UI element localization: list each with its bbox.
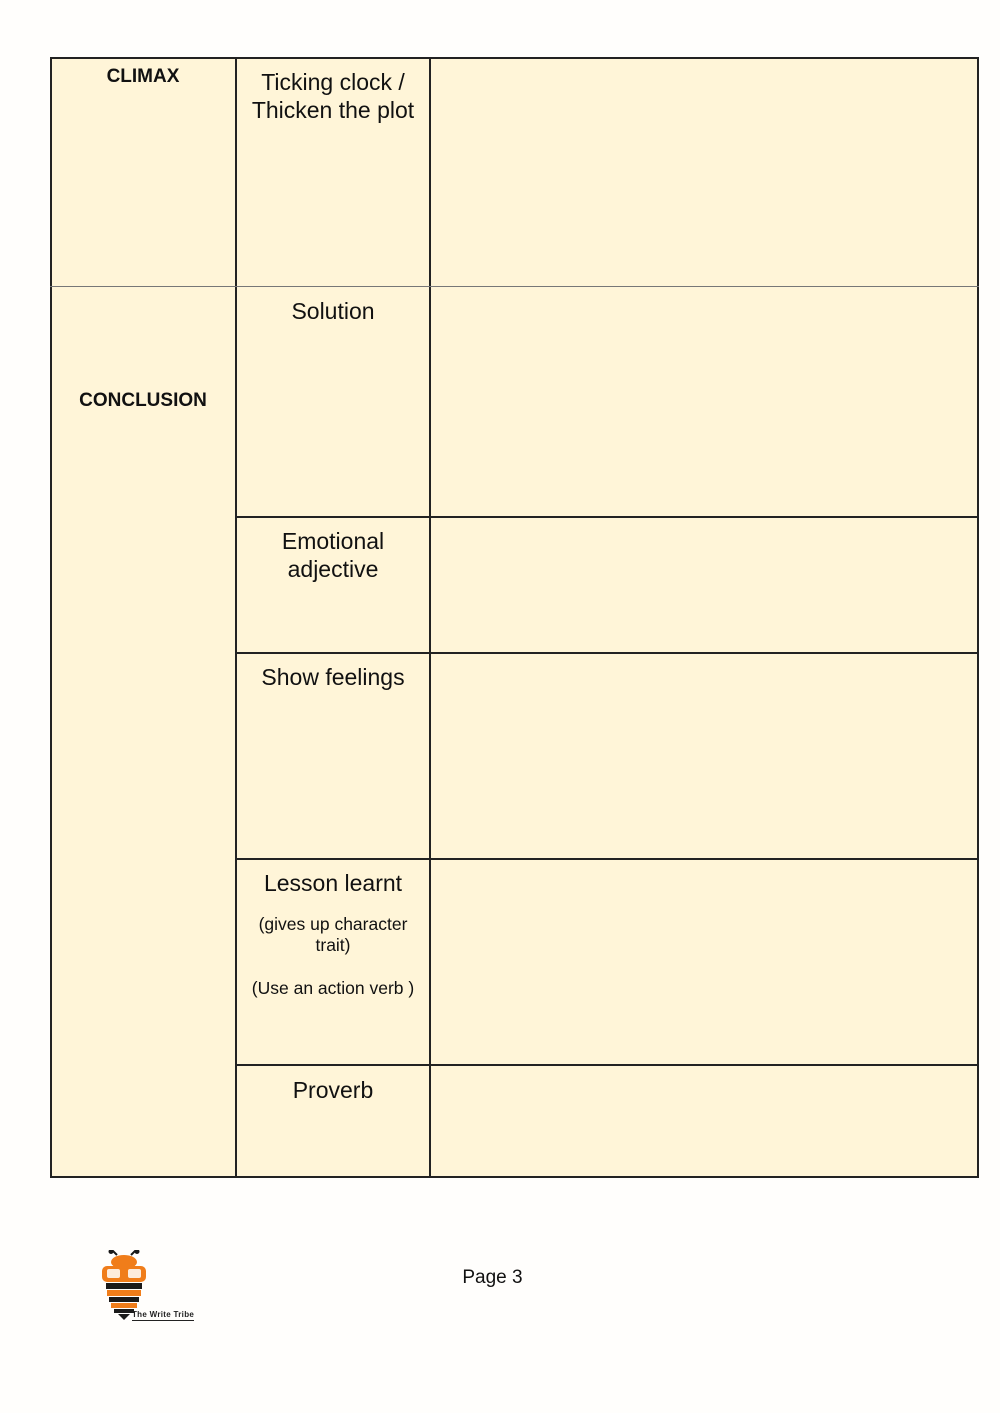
table-border-left (50, 57, 52, 1178)
answer-proverb[interactable] (431, 1066, 977, 1176)
section-label-conclusion: CONCLUSION (79, 390, 207, 411)
answer-show-feelings[interactable] (431, 654, 977, 858)
prompt-note: (Use an action verb ) (251, 978, 415, 998)
answer-ticking-clock[interactable] (431, 59, 977, 286)
prompt-ticking-clock (237, 68, 429, 124)
prompt-line: Ticking clock / (261, 69, 405, 95)
prompt-proverb (237, 1076, 429, 1104)
prompt-line: adjective (287, 556, 379, 582)
section-label-climax: CLIMAX (106, 66, 180, 87)
table-border-bottom (50, 1176, 979, 1178)
prompt-line: Proverb (292, 1077, 374, 1103)
prompt-solution (237, 297, 429, 325)
brand-name: The Write Tribe (132, 1310, 195, 1319)
prompt-emotional-adjective (237, 527, 429, 583)
answer-emotional-adjective[interactable] (431, 518, 977, 652)
prompt-show-feelings (237, 663, 429, 691)
prompt-line: Solution (291, 298, 375, 324)
prompt-line: Thicken the plot (251, 97, 415, 123)
answer-solution[interactable] (431, 288, 977, 516)
page-number: Page 3 (462, 1267, 523, 1288)
worksheet-table (50, 57, 979, 1178)
prompt-note: (gives up character (258, 914, 408, 934)
answer-lesson-learnt[interactable] (431, 860, 977, 1064)
prompt-line: Lesson learnt (263, 870, 403, 896)
prompt-line: Show feelings (261, 664, 405, 690)
section-divider (50, 286, 979, 287)
prompt-line: Emotional (281, 528, 385, 554)
column-divider-1 (235, 57, 237, 1178)
prompt-lesson-learnt (237, 869, 429, 999)
table-border-right (977, 57, 979, 1178)
prompt-note: trait) (315, 935, 351, 955)
